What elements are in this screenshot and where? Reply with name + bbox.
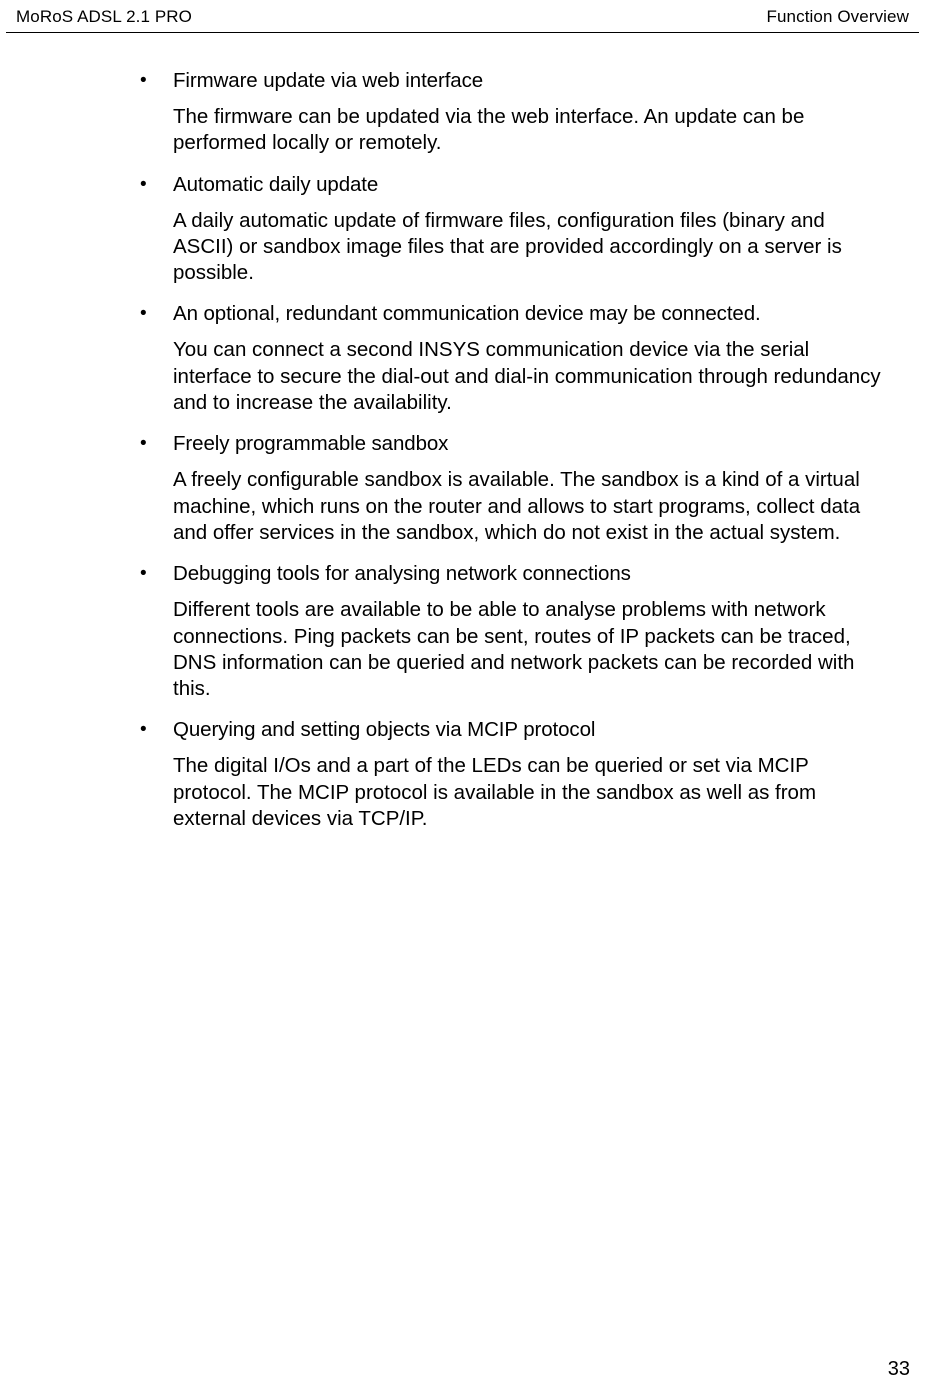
feature-list [140,66,885,845]
item-title: Freely programmable sandbox [173,432,449,456]
item-title: Debugging tools for analysing network connections [173,562,631,586]
header-section-title: Function Overview [766,7,909,26]
bullet-icon: • [140,173,147,195]
list-item-redundant-device [140,299,885,416]
bullet-icon: • [140,719,147,741]
item-body: A freely configurable sandbox is available. The sandbox is a kind of a virtual machine, which runs on the router and allows to start programs, collect data and offer services in the sandbox, which do not exist in the actual system. [173,468,861,544]
header-document-title: MoRoS ADSL 2.1 PRO [16,7,192,26]
bullet-icon: • [140,303,147,325]
list-item-daily-update [140,170,885,287]
item-title: Automatic daily update [173,172,379,196]
item-body: The firmware can be updated via the web interface. An update can be performed locally or remotely. [173,105,805,155]
list-item-sandbox [140,429,885,546]
item-title: Firmware update via web interface [173,69,484,92]
list-item-debugging-tools [140,559,885,702]
list-item-mcip-protocol [140,715,885,832]
list-item-firmware-update [140,66,885,157]
bullet-icon: • [140,563,147,585]
page-header [6,0,919,33]
bullet-icon: • [140,433,147,455]
item-body: You can connect a second INSYS communication device via the serial interface to secure the dial-out and dial-in communication through redundancy and to increase the availability. [173,338,881,415]
item-title: Querying and setting objects via MCIP protocol [173,718,596,742]
item-title: An optional, redundant communication device may be connected. [173,302,761,326]
bullet-icon: • [140,70,147,91]
page-number: 33 [887,1358,910,1380]
item-body: The digital I/Os and a part of the LEDs can be queried or set via MCIP protocol. The MCIP protocol is available in the sandbox as well as from external devices via TCP/IP. [173,754,817,831]
item-body: Different tools are available to be able to analyse problems with network connections. Ping packets can be sent, routes of IP packets can be traced, DNS information can be queried and network packets can be recorded with this. [173,598,855,701]
item-body: A daily automatic update of firmware files, configuration files (binary and ASCII) or sandbox image files that are provided accordingly on a server is possible. [173,208,842,285]
